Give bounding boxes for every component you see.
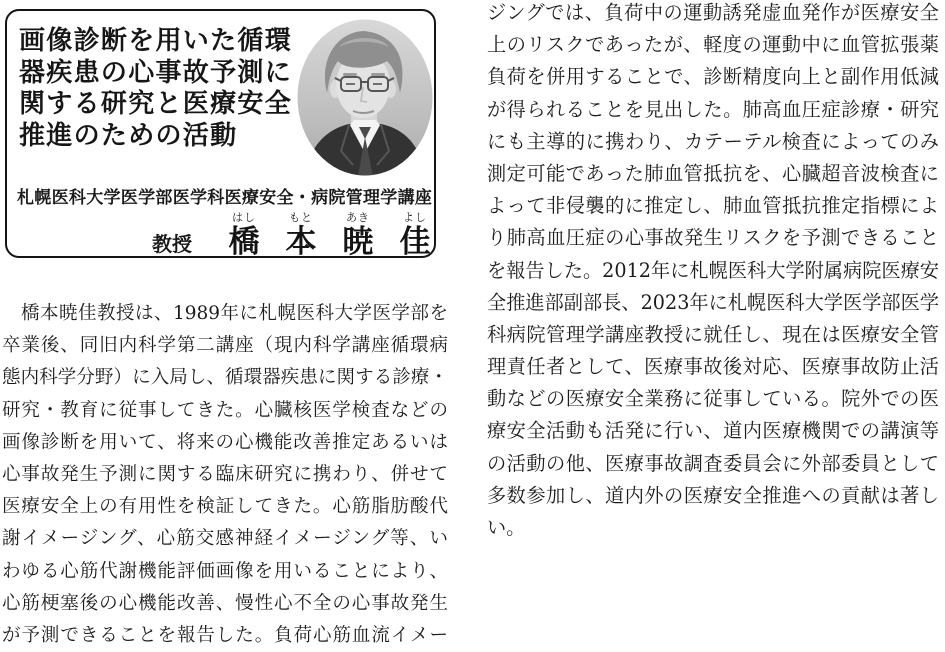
text-line: 画像診断を用いて、将来の心機能改善推定あるいは xyxy=(2,431,448,453)
text-line: を報告した。2012年に札幌医科大学附属病院医療安 xyxy=(487,258,939,282)
text-line: 療安全活動も活発に行い、道内医療機関での講演等 xyxy=(487,419,939,443)
name-kanji: 本 xyxy=(285,224,317,260)
text-line: が予測できることを報告した。負荷心筋血流イメー xyxy=(2,624,448,646)
name-ruby: はし xyxy=(232,211,256,224)
text-line: 医療安全上の有用性を検証してきた。心筋脂肪酸代 xyxy=(2,496,448,518)
text-line: 卒業後、同旧内科学第二講座（現内科学講座循環病 xyxy=(2,335,448,357)
text-line: 橋本暁佳教授は、1989年に札幌医科大学医学部を xyxy=(2,303,448,324)
portrait-photo xyxy=(297,19,433,176)
text-line: わゆる心筋代謝機能評価画像を用いることにより、 xyxy=(2,560,448,582)
text-line: 理責任者として、医療事故後対応、医療事故防止活 xyxy=(487,355,939,379)
professor-name xyxy=(152,212,432,258)
name-char xyxy=(227,212,261,258)
text-line: が得られることを見出した。肺高血圧症診療・研究 xyxy=(487,97,939,121)
card-title-line: 器疾患の心事故予測に xyxy=(19,57,293,88)
text-line: 心筋梗塞後の心機能改善、慢性心不全の心事故発生 xyxy=(2,592,448,614)
name-ruby: もと xyxy=(289,211,313,224)
text-line: 謝イメージング、心筋交感神経イメージング等、い xyxy=(2,528,448,550)
text-line: ジングでは、負荷中の運動誘発虚血発作が医療安全 xyxy=(487,1,939,24)
professor-position-label: 教授 xyxy=(152,232,192,256)
text-line: 測定可能であった肺血管抵抗を、心臓超音波検査に xyxy=(487,161,939,185)
text-line: 上のリスクであったが、軽度の運動中に血管拡張薬 xyxy=(487,33,939,57)
name-ruby: あき xyxy=(346,211,370,224)
name-kanji: 佳 xyxy=(399,224,431,260)
text-line: 負荷を併用することで、診断精度向上と副作用低減 xyxy=(487,65,939,89)
card-title-line: 推進のための活動 xyxy=(19,120,238,151)
portrait-photo-svg xyxy=(297,19,433,176)
affiliation-text: 札幌医科大学医学部医学科医療安全・病院管理学講座 xyxy=(17,188,433,208)
article-right-column xyxy=(487,0,939,544)
text-line: 全推進部副部長、2023年に札幌医科大学医学部医学 xyxy=(487,290,939,314)
name-kanji: 橋 xyxy=(228,224,260,260)
text-line: 心事故発生予測に関する臨床研究に携わり、併せて xyxy=(2,463,448,485)
text-line: 科病院管理学講座教授に就任し、現在は医療安全管 xyxy=(487,322,939,346)
text-line: り肺高血圧症の心事故発生リスクを予測できること xyxy=(487,226,939,250)
card-title xyxy=(19,26,292,152)
name-ruby: よし xyxy=(403,211,427,224)
text-line: い。 xyxy=(487,516,526,539)
article-left-column xyxy=(2,298,448,652)
text-line: よって非侵襲的に推定し、肺血管抵抗推定指標によ xyxy=(487,194,939,218)
profile-card xyxy=(5,9,436,258)
card-title-line: 画像診断を用いた循環 xyxy=(19,26,293,56)
text-line: 態内科学分野）に入局し、循環器疾患に関する診療・ xyxy=(2,367,448,389)
text-line: の活動の他、医療事故調査委員会に外部委員として xyxy=(487,451,939,475)
text-line: 多数参加し、道内外の医療安全推進への貢献は著し xyxy=(487,483,939,507)
name-char xyxy=(398,212,432,258)
name-kanji: 暁 xyxy=(342,224,374,260)
text-line: 動などの医療安全業務に従事している。院外での医 xyxy=(487,387,939,411)
text-line: にも主導的に携わり、カテーテル検査によってのみ xyxy=(487,129,939,153)
name-char xyxy=(284,212,318,258)
name-char xyxy=(341,212,375,258)
text-line: 研究・教育に従事してきた。心臓核医学検査などの xyxy=(2,399,448,421)
card-title-line: 関する研究と医療安全 xyxy=(19,89,293,119)
